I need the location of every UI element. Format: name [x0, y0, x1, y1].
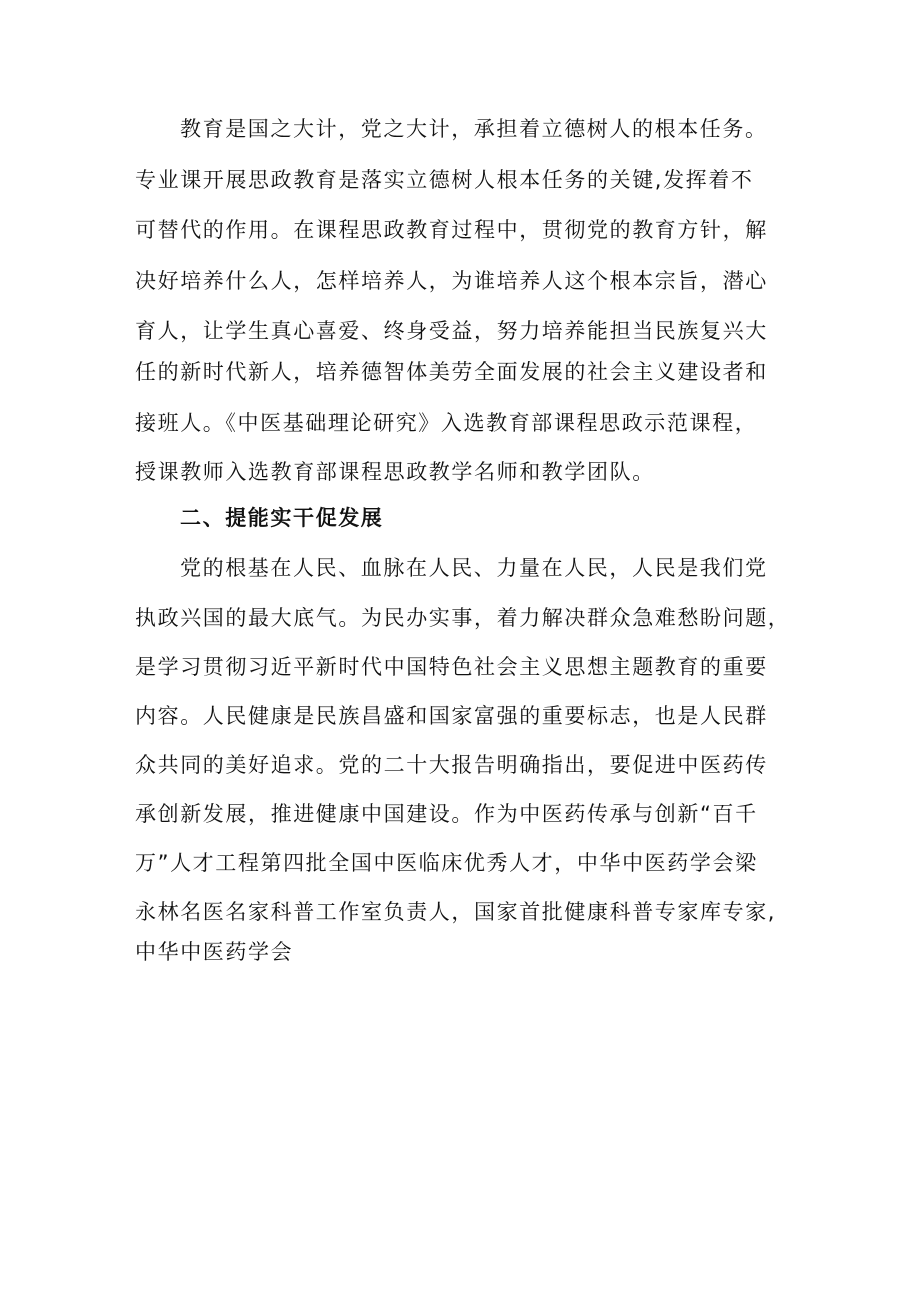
paragraph-1-line-2: 专业课开展思政教育是落实立德树人根本任务的关键,发挥着不 [135, 168, 754, 192]
paragraph-2-line-1: 党的根基在人民、血脉在人民、力量在人民，人民是我们党 [180, 556, 768, 580]
paragraph-2-line-8: 永林名医名家科普工作室负责人，国家首批健康科普专家库专家, [135, 900, 777, 924]
paragraph-1-line-7: 接班人。《中医基础理论研究》入选教育部课程思政示范课程， [135, 411, 758, 435]
paragraph-2-line-3: 是学习贯彻习近平新时代中国特色社会主义思想主题教育的重要 [135, 655, 768, 679]
paragraph-1-line-4: 决好培养什么人，怎样培养人，为谁培养人这个根本宗旨，潜心 [135, 269, 768, 293]
paragraph-1-line-5: 育人，让学生真心喜爱、终身受益，努力培养能担当民族复兴大 [135, 319, 768, 343]
paragraph-1-line-3: 可替代的作用。在课程思政教育过程中，贯彻党的教育方针，解 [135, 218, 768, 242]
paragraph-1-line-8: 授课教师入选教育部课程思政教学名师和教学团队。 [135, 460, 655, 484]
paragraph-2-line-2: 执政兴国的最大底气。为民办实事，着力解决群众急难愁盼问题， [135, 606, 791, 630]
paragraph-2-line-9: 中华中医药学会 [135, 940, 294, 964]
paragraph-2-line-4: 内容。人民健康是民族昌盛和国家富强的重要标志，也是人民群 [135, 704, 768, 728]
paragraph-2-line-7: 万”人才工程第四批全国中医临床优秀人才，中华中医药学会梁 [135, 851, 758, 875]
paragraph-1-line-1: 教育是国之大计，党之大计，承担着立德树人的根本任务。 [180, 117, 768, 141]
paragraph-1-line-6: 任的新时代新人，培养德智体美劳全面发展的社会主义建设者和 [135, 360, 768, 384]
section-heading: 二、提能实干促发展 [180, 506, 384, 530]
paragraph-2-line-5: 众共同的美好追求。党的二十大报告明确指出，要促进中医药传 [135, 753, 768, 777]
paragraph-2-line-6: 承创新发展，推进健康中国建设。作为中医药传承与创新“百千 [135, 802, 758, 826]
